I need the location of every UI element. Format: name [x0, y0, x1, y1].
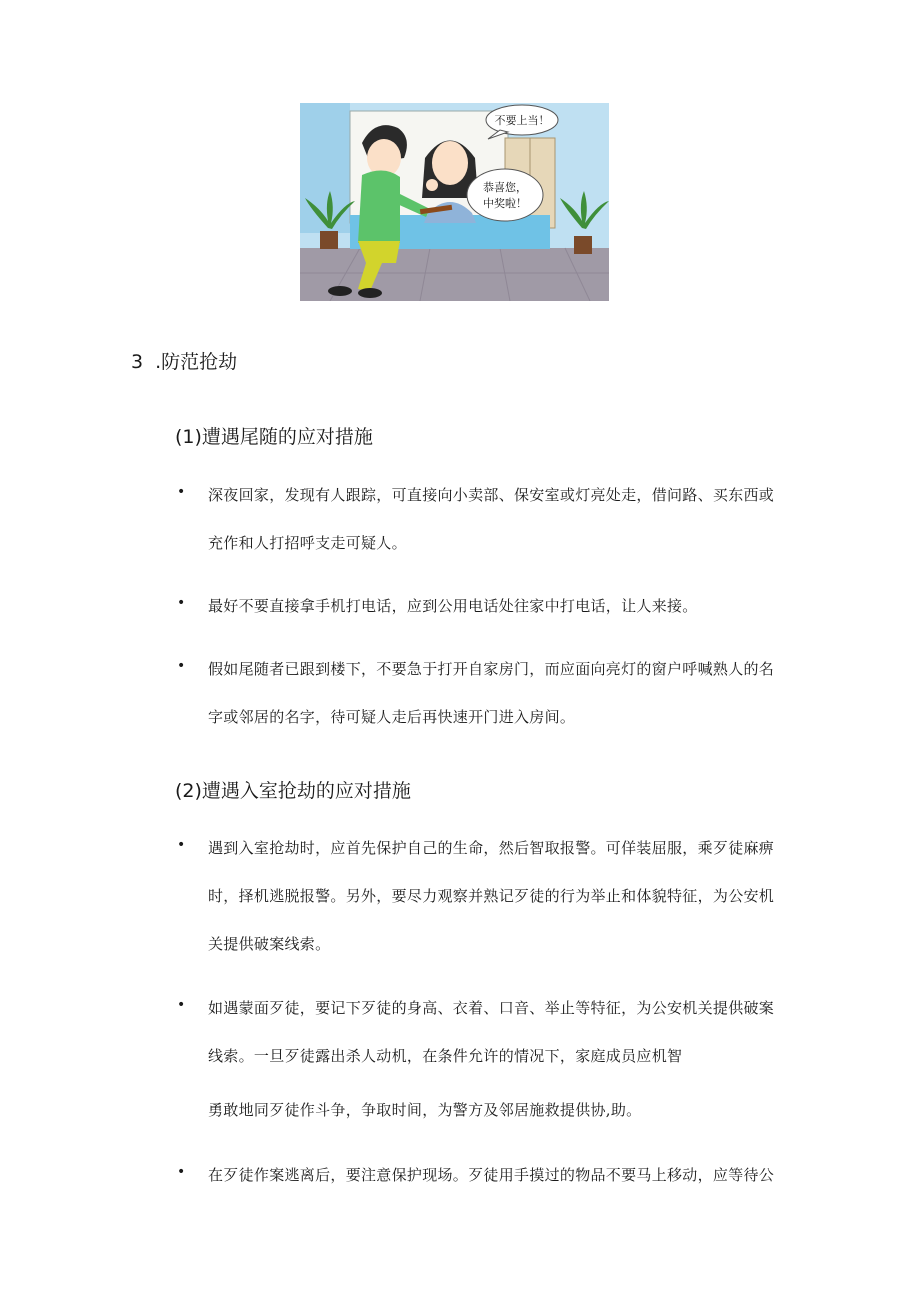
item-2-1-line-1: 遇到入室抢劫时，应首先保护自己的生命，然后智取报警。可佯装屈服，乘歹徒麻痹 — [208, 839, 775, 857]
speech-bubble-bottom — [467, 169, 543, 221]
item-1-2-line-1: 最好不要直接拿手机打电话，应到公用电话处往家中打电话，让人来接。 — [208, 597, 698, 615]
item-2-1-line-2: 时，择机逃脱报警。另外，要尽力观察并熟记歹徒的行为举止和体貌特征，为公安机 — [208, 887, 775, 905]
item-2-2-line-3: 勇敢地同歹徒作斗争，争取时间，为警方及邻居施救提供协,助。 — [208, 1101, 642, 1119]
section-number: 3 — [131, 351, 144, 373]
item-1-1-line-1: 深夜回家，发现有人跟踪，可直接向小卖部、保安室或灯亮处走，借问路、买东西或 — [208, 486, 775, 504]
bubble-top-text: 不要上当！ — [494, 114, 550, 127]
item-1-3-line-1: 假如尾随者已跟到楼下，不要急于打开自家房门，而应面向亮灯的窗户呼喊熟人的名 — [208, 660, 775, 678]
item-2-2-line-1: 如遇蒙面歹徒，要记下歹徒的身高、衣着、口音、举止等特征，为公安机关提供破案 — [208, 999, 775, 1017]
bullet-1-2: • — [177, 595, 186, 611]
subsection-1-heading: (1)遭遇尾随的应对措施 — [175, 426, 373, 448]
section-title: .防范抢劫 — [155, 351, 238, 373]
bullet-1-3: • — [177, 658, 186, 674]
bullet-1-1: • — [177, 484, 186, 500]
fraud-warning-illustration — [300, 103, 609, 301]
item-2-3-line-1: 在歹徒作案逃离后，要注意保护现场。歹徒用手摸过的物品不要马上移动，应等待公 — [208, 1166, 775, 1184]
bubble-bottom-line1: 恭喜您， — [483, 181, 527, 194]
bubble-bottom-line2: 中奖啦！ — [483, 197, 527, 210]
subsection-2-heading: (2)遭遇入室抢劫的应对措施 — [175, 780, 411, 802]
bullet-2-2: • — [177, 997, 186, 1013]
bullet-2-1: • — [177, 837, 186, 853]
item-2-1-line-3: 关提供破案线索。 — [208, 935, 331, 953]
section-heading — [131, 347, 237, 374]
item-1-1-line-2: 充作和人打招呼支走可疑人。 — [208, 534, 407, 552]
bullet-2-3: • — [177, 1164, 186, 1180]
item-2-2-line-2: 线索。一旦歹徒露出杀人动机，在条件允许的情况下，家庭成员应机智 — [208, 1047, 683, 1065]
item-1-3-line-2: 字或邻居的名字，待可疑人走后再快速开门进入房间。 — [208, 708, 576, 726]
